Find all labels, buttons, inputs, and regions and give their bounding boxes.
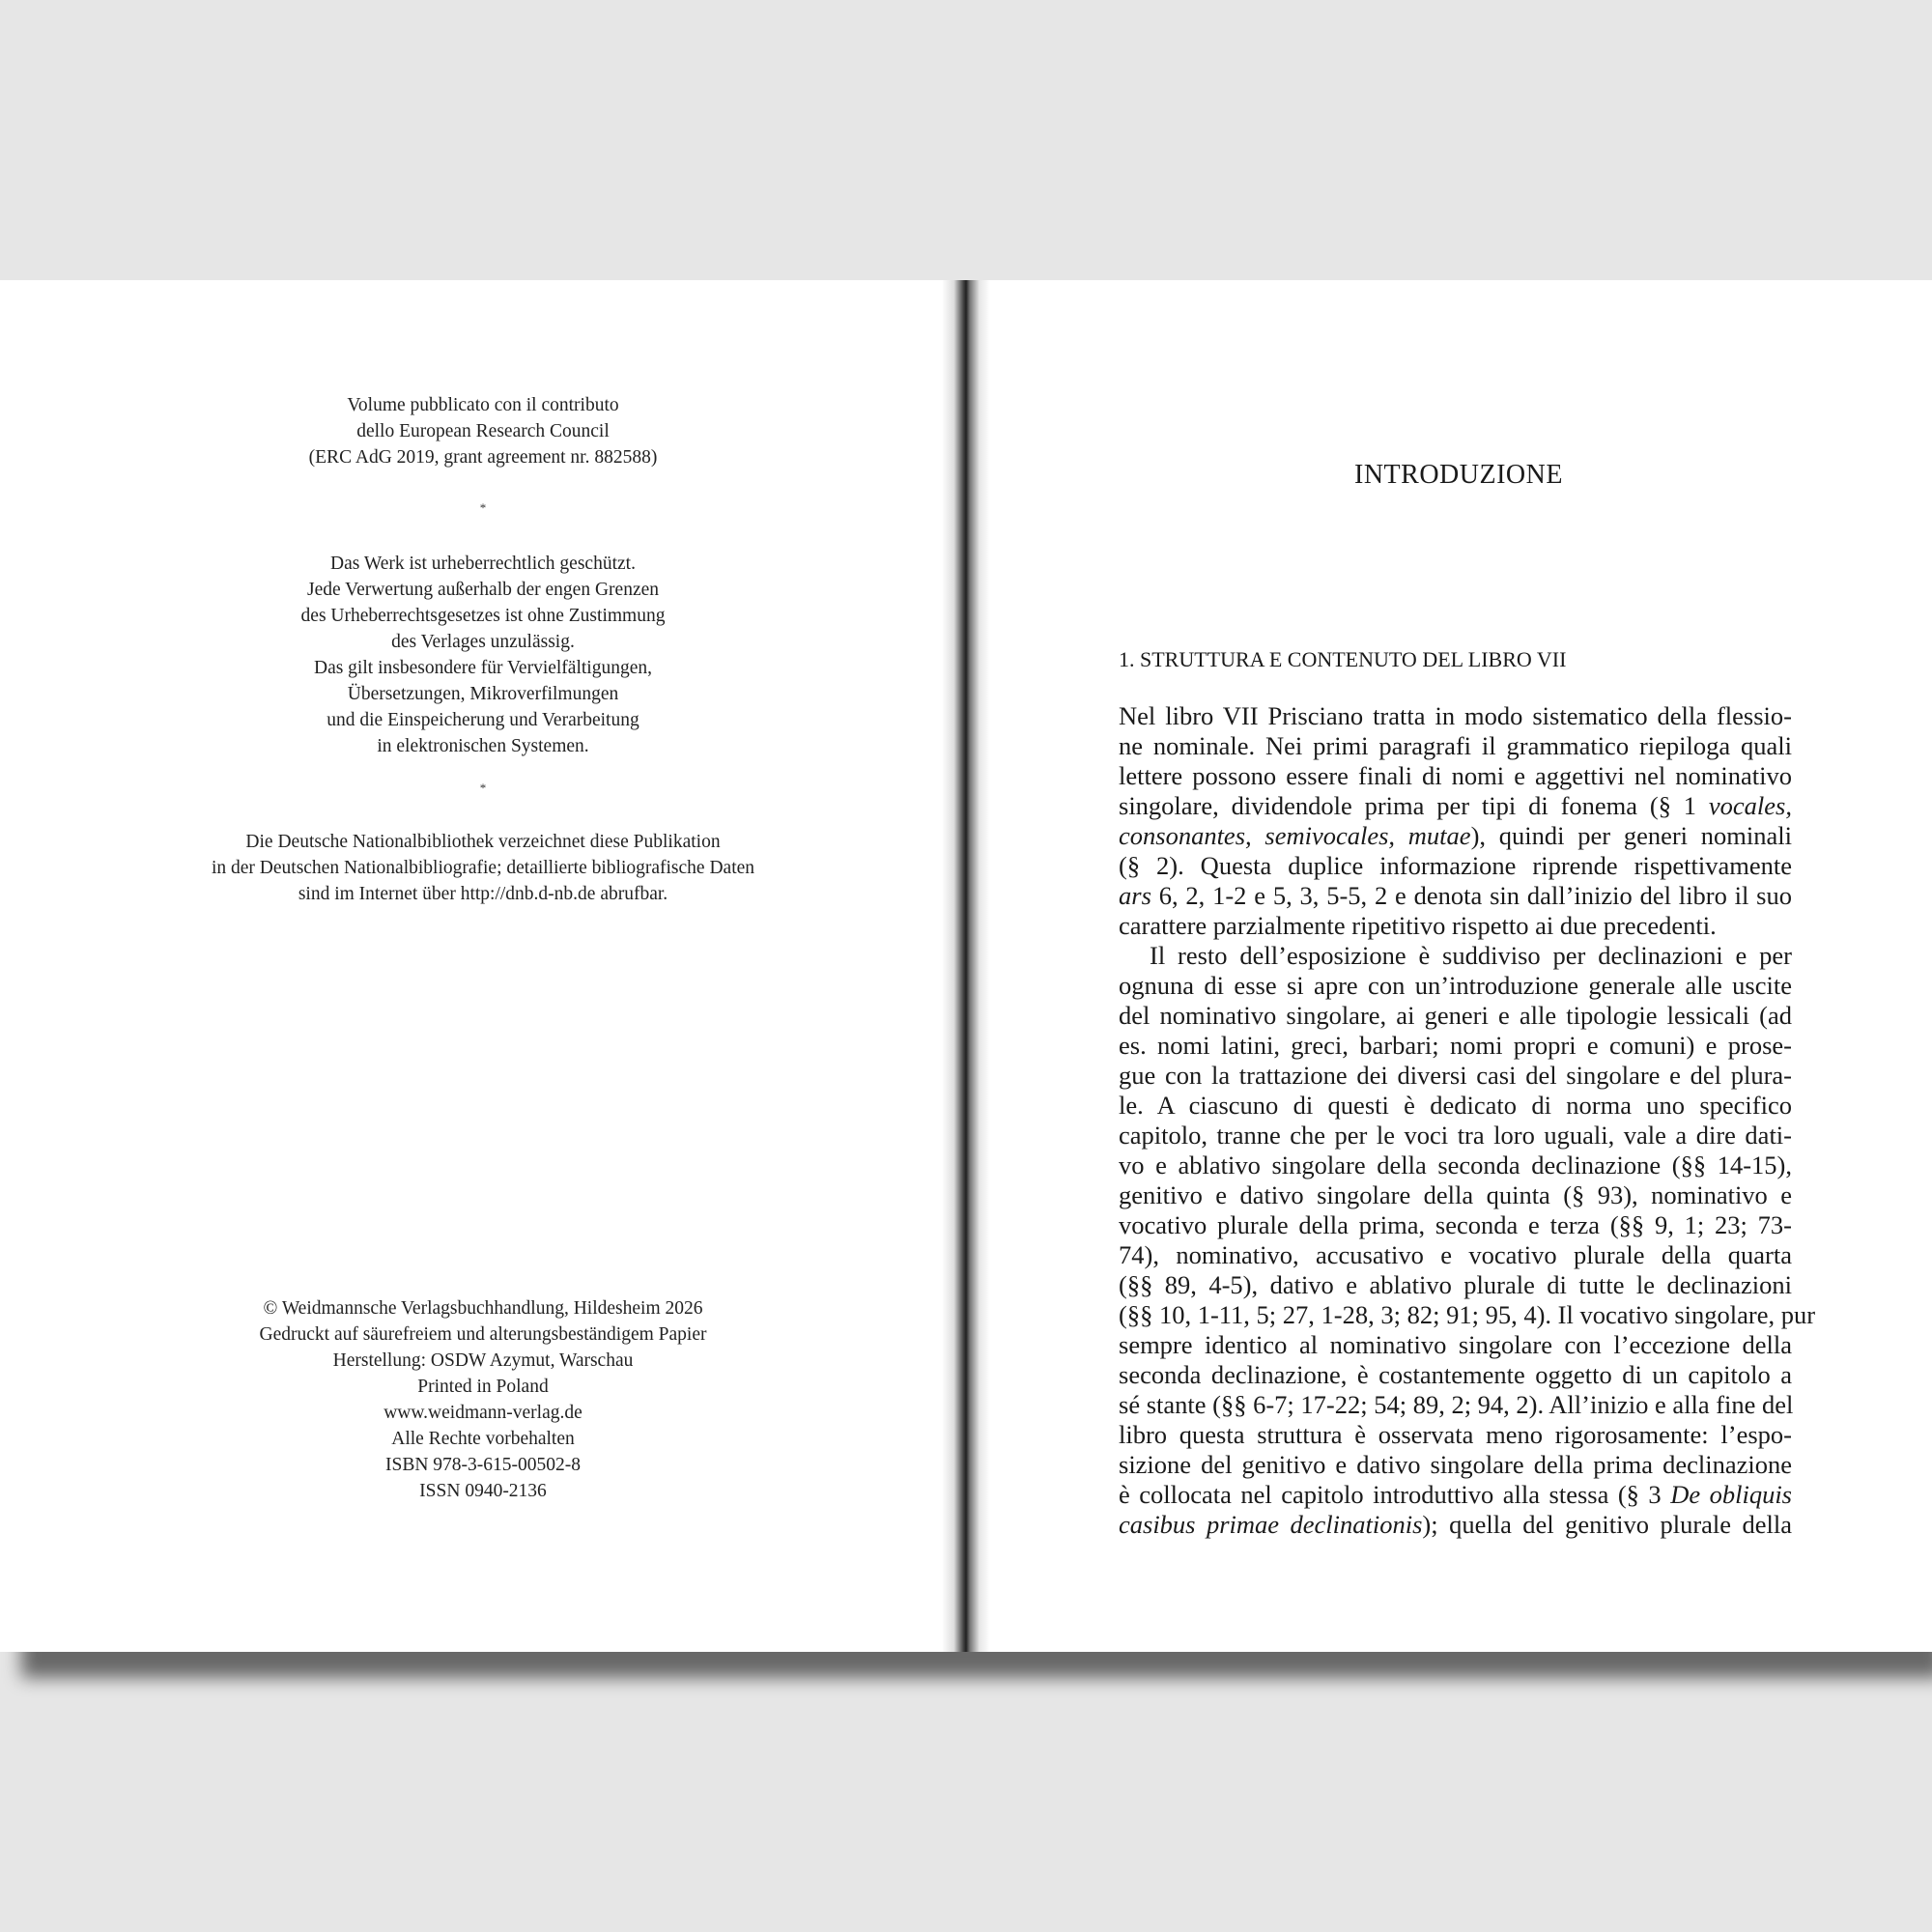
text-run: (§ 2). Questa duplice informazione riprende rispettivamente <box>1119 851 1792 880</box>
text-run: ognuna di esse si apre con un’introduzione generale alle uscite <box>1119 971 1792 1000</box>
body-line <box>1119 1240 1792 1270</box>
text-run: sempre identico al nominativo singolare con l’eccezione della <box>1119 1330 1792 1359</box>
imprint-line: Gedruckt auf säurefreiem und alterungsbeständigem Papier <box>259 1324 707 1345</box>
copyright-line: Jede Verwertung außerhalb der engen Grenzen <box>306 580 660 600</box>
body-line <box>1119 1031 1792 1061</box>
text-run: carattere parzialmente ripetitivo rispetto ai due precedenti. <box>1119 911 1717 940</box>
publisher-imprint <box>0 1295 966 1504</box>
body-text <box>1119 701 1816 1540</box>
text-run: 74), nominativo, accusativo e vocativo plurale della quarta <box>1119 1240 1792 1269</box>
body-line <box>1119 1510 1792 1540</box>
text-run: è collocata nel capitolo introduttivo alla stessa (§ 3 <box>1119 1480 1671 1509</box>
body-line <box>1119 1061 1792 1091</box>
body-line <box>1119 1270 1792 1300</box>
text-run: sé stante (§§ 6-7; 17-22; 54; 89, 2; 94, 2). All’inizio e alla fine del <box>1119 1390 1794 1419</box>
imprint-line: © Weidmannsche Verlagsbuchhandlung, Hildesheim 2026 <box>263 1298 703 1319</box>
body-line <box>1119 1091 1792 1121</box>
text-run: gue con la trattazione dei diversi casi del singolare e del plura- <box>1119 1061 1792 1090</box>
text-run: sizione del genitivo e dativo singolare della prima declinazione <box>1119 1450 1792 1479</box>
text-run: seconda declinazione, è costantemente oggetto di un capitolo a <box>1119 1360 1792 1389</box>
text-run: vo e ablativo singolare della seconda declinazione (§§ 14-15), <box>1119 1151 1792 1179</box>
dnb-line: in der Deutschen Nationalbibliografie; detaillierte bibliografische Daten <box>211 858 755 878</box>
imprint-line: Herstellung: OSDW Azymut, Warschau <box>332 1350 634 1371</box>
text-run: le. A ciascuno di questi è dedicato di norma uno specifico <box>1119 1091 1792 1120</box>
text-run: vocativo plurale della prima, seconda e terza (§§ 9, 1; 23; 73- <box>1119 1210 1792 1239</box>
funding-notice <box>0 392 966 470</box>
chapter-title: INTRODUZIONE <box>1354 460 1563 490</box>
copyright-notice <box>0 551 966 759</box>
text-run: (§§ 89, 4-5), dativo e ablativo plurale di tutte le declinazioni <box>1119 1270 1792 1299</box>
body-line <box>1119 1360 1792 1390</box>
body-line <box>1119 1390 1792 1420</box>
imprint-line: Alle Rechte vorbehalten <box>391 1429 575 1449</box>
italic-run: casibus primae declinationis <box>1119 1510 1423 1539</box>
text-run: ne nominale. Nei primi paragrafi il grammatico riepiloga quali <box>1119 731 1792 760</box>
book-gutter <box>942 280 990 1652</box>
section-heading: 1. STRUTTURA E CONTENUTO DEL LIBRO VII <box>1119 647 1567 671</box>
body-line <box>1119 1151 1792 1180</box>
funding-line: Volume pubblicato con il contributo <box>347 395 619 415</box>
body-line <box>1119 791 1792 821</box>
italic-run: ars <box>1119 881 1151 910</box>
body-line <box>1119 731 1792 761</box>
text-run: es. nomi latini, greci, barbari; nomi propri e comuni) e prose- <box>1119 1031 1792 1060</box>
copyright-line: des Verlages unzulässig. <box>391 632 575 652</box>
text-run: Il resto dell’esposizione è suddiviso per declinazioni e per <box>1150 941 1792 970</box>
imprint-line: Printed in Poland <box>417 1377 549 1397</box>
text-run: 6, 2, 1-2 e 5, 3, 5-5, 2 e denota sin dall’inizio del libro il suo <box>1151 881 1792 910</box>
copyright-line: Das gilt insbesondere für Vervielfältigungen, <box>313 658 652 678</box>
separator-asterisk: * <box>479 500 487 515</box>
italic-run: consonantes, semivocales, mutae <box>1119 821 1471 850</box>
text-run: singolare, dividendole prima per tipi di fonema (§ 1 <box>1119 791 1709 820</box>
copyright-line: in elektronischen Systemen. <box>377 736 589 756</box>
funding-line: (ERC AdG 2019, grant agreement nr. 882588) <box>308 447 658 468</box>
body-line <box>1119 1480 1792 1510</box>
text-run: capitolo, tranne che per le voci tra loro uguali, vale a dire dati- <box>1119 1121 1792 1150</box>
body-line <box>1119 881 1792 911</box>
body-line <box>1119 761 1792 791</box>
body-line <box>1119 1180 1792 1210</box>
body-line <box>1119 1121 1792 1151</box>
body-line <box>1119 1210 1792 1240</box>
imprint-line: ISSN 0940-2136 <box>419 1481 547 1501</box>
funding-line: dello European Research Council <box>356 421 610 441</box>
body-line <box>1119 971 1792 1001</box>
imprint-line: ISBN 978-3-615-00502-8 <box>384 1455 582 1475</box>
body-line <box>1119 1300 1816 1330</box>
text-run: lettere possono essere finali di nomi e aggettivi nel nominativo <box>1119 761 1792 790</box>
copyright-line: Übersetzungen, Mikroverfilmungen <box>347 684 619 704</box>
separator-asterisk: * <box>479 781 487 795</box>
body-line <box>1119 701 1792 731</box>
body-line <box>1119 821 1792 851</box>
text-run: (§§ 10, 1-11, 5; 27, 1-28, 3; 82; 91; 95, 4). Il vocativo singolare, pur <box>1119 1300 1816 1329</box>
body-line <box>1119 1420 1792 1450</box>
text-run: genitivo e dativo singolare della quinta (§ 93), nominativo e <box>1119 1180 1792 1209</box>
text-run: del nominativo singolare, ai generi e alle tipologie lessicali (ad <box>1119 1001 1792 1030</box>
body-line <box>1119 851 1792 881</box>
copyright-line: und die Einspeicherung und Verarbeitung <box>327 710 639 730</box>
text-run: ), quindi per generi nominali <box>1470 821 1792 850</box>
text-run: ); quella del genitivo plurale della <box>1422 1510 1792 1539</box>
italic-run: vocales, <box>1708 791 1792 820</box>
body-line <box>1119 911 1792 941</box>
dnb-notice <box>0 829 966 907</box>
body-line <box>1119 941 1792 971</box>
italic-run: De obliquis <box>1670 1480 1792 1509</box>
imprint-line: www.weidmann-verlag.de <box>384 1403 582 1423</box>
dnb-line: Die Deutsche Nationalbibliothek verzeichnet diese Publikation <box>245 832 721 852</box>
body-line <box>1119 1450 1792 1480</box>
body-line <box>1119 1001 1792 1031</box>
body-line <box>1119 1330 1792 1360</box>
copyright-line: Das Werk ist urheberrechtlich geschützt. <box>330 554 636 574</box>
text-run: libro questa struttura è osservata meno rigorosamente: l’espo- <box>1119 1420 1792 1449</box>
dnb-line: sind im Internet über http://dnb.d-nb.de abrufbar. <box>298 884 668 904</box>
copyright-line: des Urheberrechtsgesetzes ist ohne Zustimmung <box>300 606 666 626</box>
text-run: Nel libro VII Prisciano tratta in modo sistematico della flessio- <box>1119 701 1792 730</box>
